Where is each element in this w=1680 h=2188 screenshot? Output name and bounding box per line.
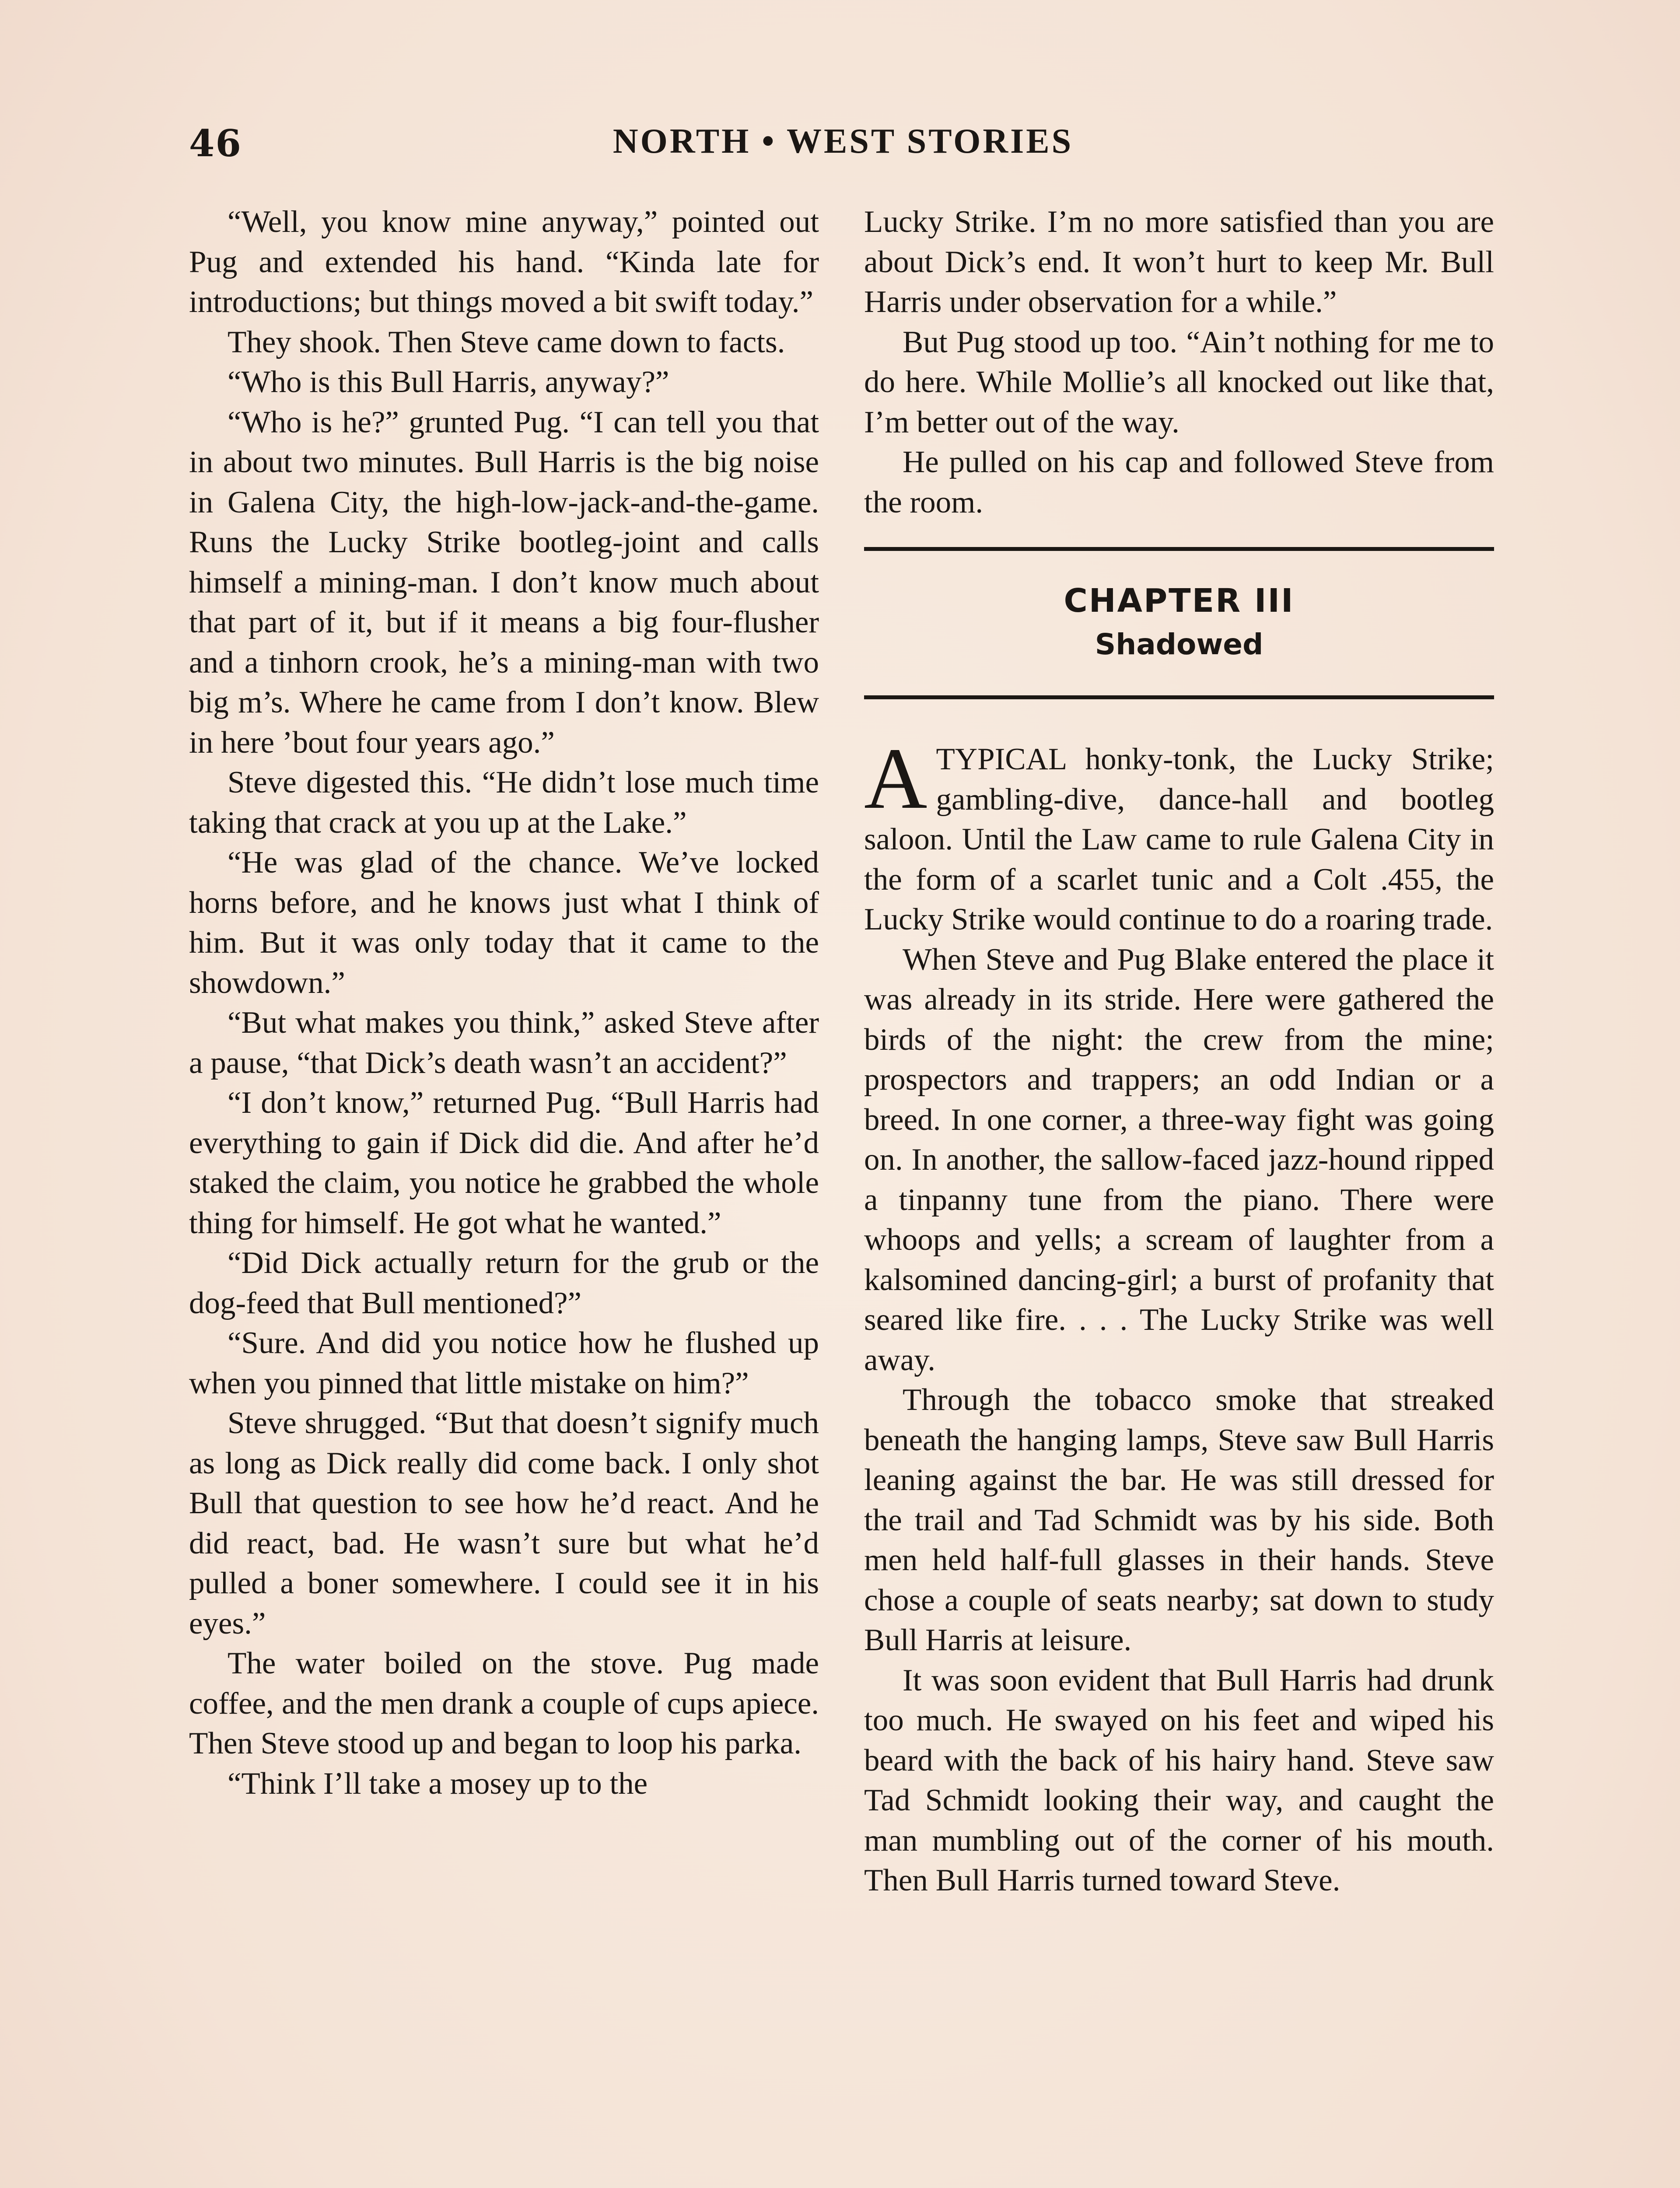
chapter-opening-paragraph [864,730,1494,940]
paragraph: Lucky Strike. I’m no more satisfied than you are about Dick’s end. It won’t hurt to keep Mr. Bull Harris under observation for a while.” [864,205,1494,319]
chapter-rule-bottom [864,695,1494,699]
paragraph: “Did Dick actually return for the grub or the dog-feed that Bull mentioned?” [189,1246,819,1320]
chapter-rule-top [864,547,1494,551]
paragraph: He pulled on his cap and followed Steve from the room. [864,445,1494,519]
paragraph: “He was glad of the chance. We’ve locked horns before, and he knows just what I think of him. But it was only today that it came to the showdown.” [189,845,819,1000]
opening-paragraph-text: TYPICAL honky-tonk, the Lucky Strike; gambling-dive, dance-hall and bootleg saloon. Until the Law came to rule Galena City in the form of a scarlet tunic and a Colt .455, the Lucky Strike would continue to do a roaring trade. [864,742,1494,936]
left-column [189,202,819,1804]
paragraph: “Well, you know mine anyway,” pointed out Pug and extended his hand. “Kinda late for introductions; but things moved a bit swift today.” [189,205,819,319]
running-head-title: NORTH • WEST STORIES [612,122,1074,161]
right-column [864,202,1494,1901]
paragraph: “But what makes you think,” asked Steve after a pause, “that Dick’s death wasn’t an accident?” [189,1006,819,1080]
paragraph: But Pug stood up too. “Ain’t nothing for me to do here. While Mollie’s all knocked out like that, I’m better out of the way. [864,325,1494,439]
paragraph: “Sure. And did you notice how he flushed up when you pinned that little mistake on him?” [189,1326,819,1400]
paragraph: When Steve and Pug Blake entered the place it was already in its stride. Here were gathered the birds of the night: the crew from the mine; prospectors and trappers; an odd Indian or a breed. In one corner, a three-way fight was going on. In another, the sallow-faced jazz-hound ripped a tinpanny tune from the piano. There were whoops and yells; a scream of laughter from a kalsomined dancing-girl; a burst of profanity that seared like fire. . . . The Lucky Strike was well away. [864,942,1494,1377]
paragraph: “I don’t know,” returned Pug. “Bull Harris had everything to gain if Dick did die. And after he’d staked the claim, you notice he grabbed the whole thing for himself. He got what he wanted.” [189,1086,819,1240]
page-header [189,122,1497,170]
chapter-subtitle: Shadowed [1095,628,1264,661]
drop-cap: A [864,730,928,827]
paragraph: Steve digested this. “He didn’t lose much time taking that crack at you up at the Lake.” [189,765,819,840]
paragraph: They shook. Then Steve came down to facts. [228,325,785,359]
chapter-heading [864,579,1494,666]
chapter-title: CHAPTER III [1064,582,1295,620]
page-number: 46 [189,122,242,165]
paragraph: Through the tobacco smoke that streaked beneath the hanging lamps, Steve saw Bull Harris leaning against the bar. He was still dressed for the trail and Tad Schmidt was by his side. Both men held half-full glasses in their hands. Steve chose a couple of seats nearby; sat down to study Bull Harris at leisure. [864,1383,1494,1657]
paragraph: “Think I’ll take a mosey up to the [228,1766,648,1801]
paragraph: It was soon evident that Bull Harris had drunk too much. He swayed on his feet and wiped his beard with the back of his hairy hand. Steve saw Tad Schmidt looking their way, and caught the man mumbling out of the corner of his mouth. Then Bull Harris turned toward Steve. [864,1663,1494,1897]
paragraph: “Who is he?” grunted Pug. “I can tell you that in about two minutes. Bull Harris is the big noise in Galena City, the high-low-jack-and-the-game. Runs the Lucky Strike bootleg-joint and calls himself a mining-man. I don’t know much about that part of it, but if it means a big four-flusher and a tinhorn crook, he’s a mining-man with two big m’s. Where he came from I don’t know. Blew in here ’bout four years ago.” [189,405,819,760]
paragraph: The water boiled on the stove. Pug made coffee, and the men drank a couple of cups apiece. Then Steve stood up and began to loop his parka. [189,1646,819,1760]
paragraph: Steve shrugged. “But that doesn’t signify much as long as Dick really did come back. I only shot Bull that question to see how he’d react. And he did react, bad. He wasn’t sure but what he’d pulled a boner somewhere. I could see it in his eyes.” [189,1406,819,1641]
paragraph: “Who is this Bull Harris, anyway?” [228,365,669,399]
